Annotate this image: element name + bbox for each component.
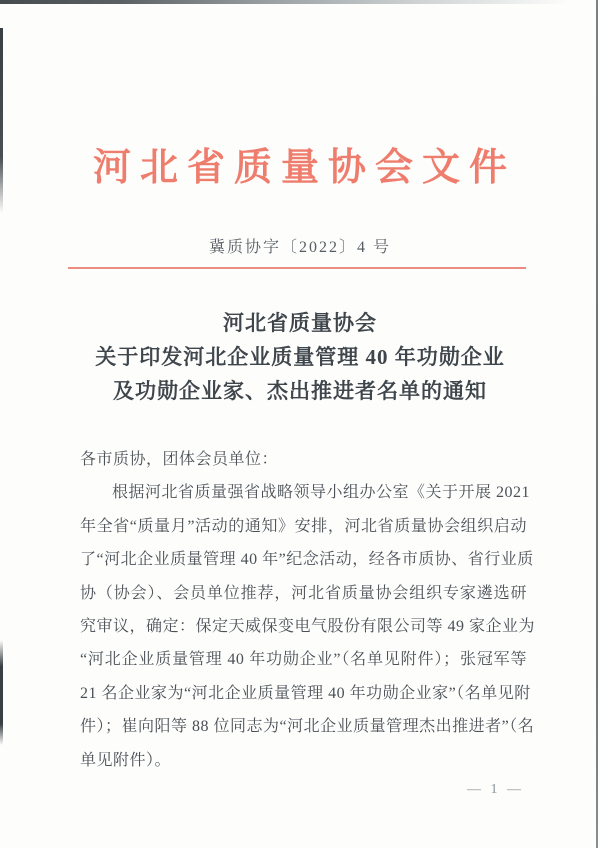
scan-edge-right-shadow [596, 0, 598, 848]
notice-title-line-1: 河北省质量协会 [223, 311, 377, 335]
notice-title-line-3: 及功勋企业家、杰出推进者名单的通知 [113, 379, 487, 403]
body-line: 各市质协，团体会员单位： [80, 451, 279, 468]
body-line: 年全省“质量月”活动的通知》安排，河北省质量协会组织启动 [80, 517, 527, 535]
notice-body [80, 443, 536, 777]
scan-edge-left-shadow-lower [0, 640, 3, 745]
document-reference-number: 冀质协字〔2022〕4 号 [208, 239, 391, 256]
body-line: 了“河北企业质量管理 40 年”纪念活动，经各市质协、省行业质 [80, 551, 534, 569]
body-line: 协（协会）、会员单位推荐，河北省质量协会组织专家遴选研 [80, 584, 527, 602]
body-line: “河北企业质量管理 40 年功勋企业”（名单见附件）；张冠军等 [80, 651, 527, 669]
red-divider-rule [68, 267, 526, 269]
body-line: 根据河北省质量强省战略领导小组办公室《关于开展 2021 [112, 484, 531, 502]
notice-title [40, 306, 560, 408]
red-letterhead-title: 河北省质量协会文件 [92, 147, 516, 189]
body-line: 究审议，确定：保定天威保变电气股份有限公司等 49 家企业为 [80, 618, 536, 636]
body-line: 件）；崔向阳等 88 位同志为“河北企业质量管理杰出推进者”（名 [80, 718, 535, 736]
body-line: 单见附件）。 [80, 751, 172, 769]
scan-edge-top-shadow [0, 0, 600, 4]
body-line: 21 名企业家为“河北企业质量管理 40 年功勋企业家”（名单见附 [80, 684, 531, 702]
page-number: — 1 — [467, 782, 524, 797]
notice-title-line-2: 关于印发河北企业质量管理 40 年功勋企业 [95, 345, 505, 369]
